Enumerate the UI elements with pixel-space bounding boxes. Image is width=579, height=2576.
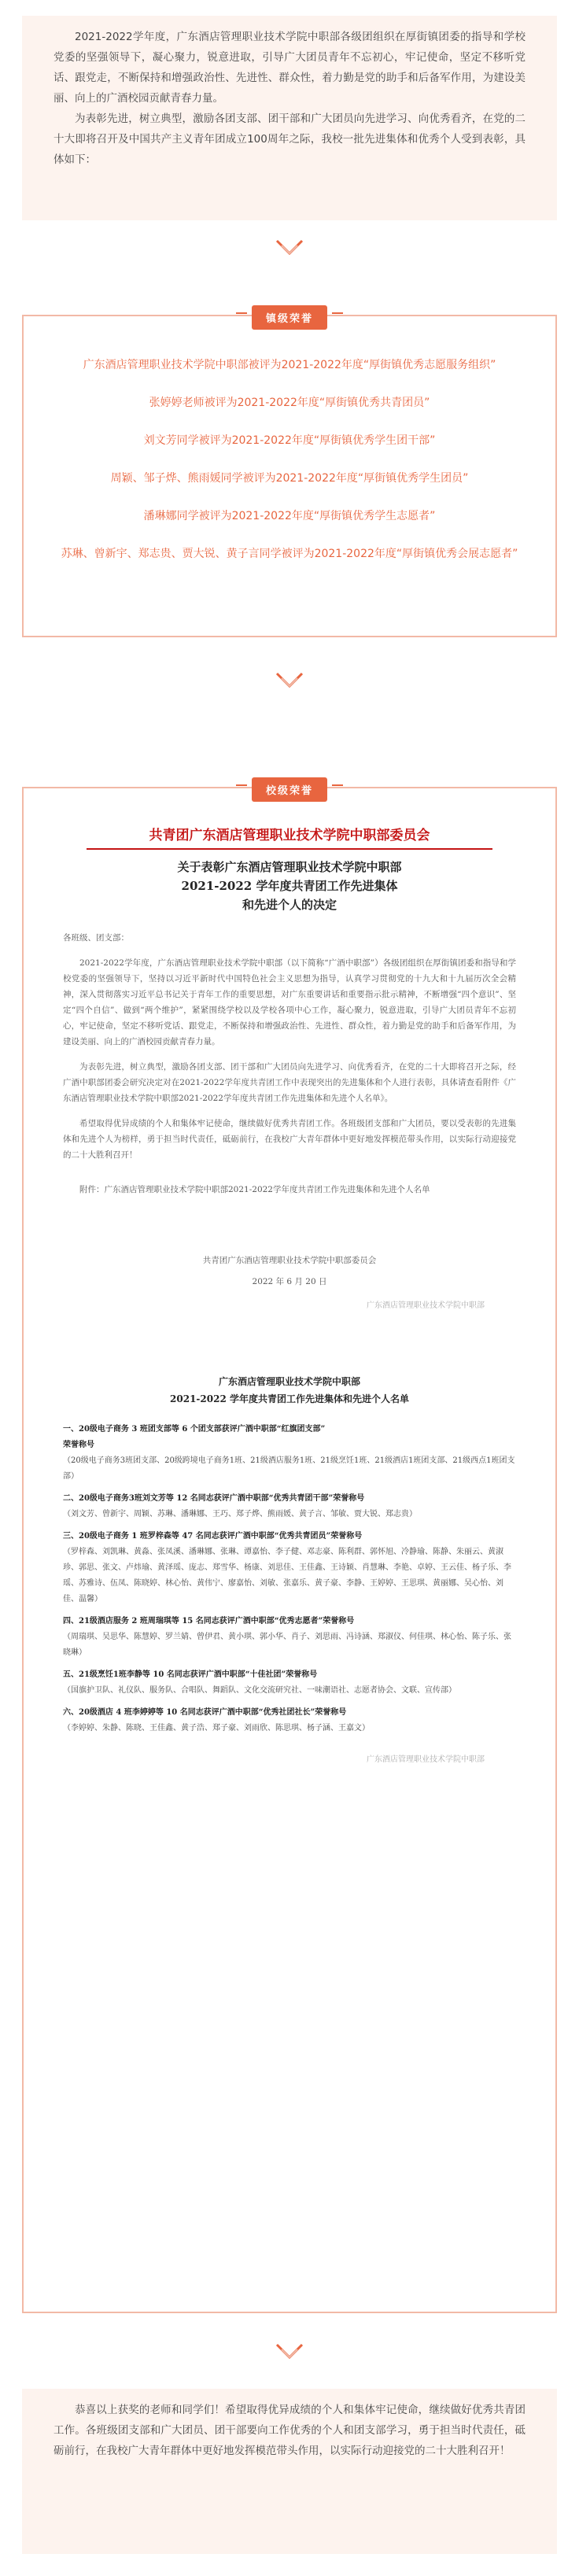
honor-category: 四、21级酒店服务 2 班周瑞琪等 15 名同志获评广酒中职部“优秀志愿者”荣誉称号 xyxy=(63,1617,355,1626)
list-title-line-1: 广东酒店管理职业技术学院中职部 xyxy=(218,1376,360,1387)
award-item: 潘琳娜同学被评为2021-2022年度“厚街镇优秀学生志愿者” xyxy=(143,510,436,522)
honor-category: 六、20级酒店 4 班李婷婷等 10 名同志获评广酒中职部“优秀社团社长”荣誉称号 xyxy=(63,1708,347,1717)
document-date: 2022 年 6 月 20 日 xyxy=(252,1277,327,1286)
document-title-line-2: 2021-2022 学年度共青团工作先进集体 xyxy=(181,879,398,893)
document-title-line-3: 和先进个人的决定 xyxy=(242,898,337,912)
award-item: 张婷婷老师被评为2021-2022年度“厚街镇优秀共青团员” xyxy=(149,397,430,409)
honor-names: （国旗护卫队、礼仪队、服务队、合唱队、舞蹈队、文化交流研究社、一味潮语社、志愿者协会、文联、宣传部） xyxy=(63,1686,456,1695)
town-awards-section xyxy=(22,315,557,637)
intro-paragraph-2: 为表彰先进，树立典型，激励各团支部、团干部和广大团员向先进学习、向优秀看齐，在党的二十大即将召开及中国共产主义青年团成立100周年之际，我校一批先进集体和优秀个人受到表彰，具体如下： xyxy=(53,113,526,166)
town-awards-badge: 镇级荣誉 xyxy=(252,305,327,330)
document-paragraph: 2021-2022学年度，广东酒店管理职业技术学院中职部（以下简称“广酒中职部”）各级团组织在厚街镇团委和指导和学校党委的坚强领导下，坚持以习近平新时代中国特色社会主义思想为指导，认真学习贯彻党的十九大和十九届历次全会精神，深入贯彻落实习近平总书记关于青年工作的重要思想，对广东重要讲话和重要指示批示精神，不断增强“四个意识”、坚定“四个自信”、做到“两个维护”，紧紧围绕学校以及学校各项中心工作，凝心聚力，锐意进取，引导广大团员青年不忘初心，牢记使命，坚定不移听党话、跟党走，不断保持和增强政治性、先进性、群众性，着力勤是党的助手和后备军作用，为建设美丽、向上的广酒校园贡献青春力量。 xyxy=(63,958,516,1046)
document-signature: 共青团广东酒店管理职业技术学院中职部委员会 xyxy=(202,1256,377,1265)
document-org-title: 共青团广东酒店管理职业技术学院中职部委员会 xyxy=(149,828,430,843)
school-awards-section xyxy=(22,787,557,2313)
decision-document xyxy=(47,824,532,1764)
town-awards-list xyxy=(39,356,540,582)
honor-category: 二、20级电子商务3班刘文芳等 12 名同志获评广酒中职部“优秀共青团干部”荣誉称号 xyxy=(63,1494,365,1503)
document-body xyxy=(63,930,516,1198)
document-attachment-note: 附件：广东酒店管理职业技术学院中职部2021-2022学年度共青团工作先进集体和先进个人名单 xyxy=(79,1185,430,1194)
honor-category-suffix: 荣誉称号 xyxy=(63,1441,94,1449)
honor-names: （李婷婷、朱静、陈晓、王佳鑫、黄子浩、郑子豪、刘雨欣、陈思琪、杨子涵、王嘉文） xyxy=(63,1724,370,1733)
chevron-down-icon xyxy=(266,667,313,699)
list-title-line-2: 2021-2022 学年度共青团工作先进集体和先进个人名单 xyxy=(170,1393,409,1404)
intro-section xyxy=(22,16,557,220)
document-greeting: 各班级、团支部： xyxy=(63,933,129,943)
award-item: 刘文芳同学被评为2021-2022年度“厚街镇优秀学生团干部” xyxy=(143,434,436,447)
outro-section xyxy=(22,2389,557,2554)
honor-names: （20级电子商务3班团支部、20级跨境电子商务1班、21级酒店服务1班、21级烹饪1班、21级酒店1班团支部、21级西点1班团支部） xyxy=(63,1456,515,1481)
chevron-down-icon xyxy=(266,234,313,266)
document-paragraph: 希望取得优异成绩的个人和集体牢记使命，继续做好优秀共青团工作。各班级团支部和广大团员，要以受表彰的先进集体和先进个人为榜样，勇于担当时代责任，砥砺前行，在我校广大青年群体中更好地发挥模范带头作用，以实际行动迎接党的二十大胜利召开！ xyxy=(63,1119,516,1160)
chevron-down-icon xyxy=(266,2338,313,2370)
watermark-text: 广东酒店管理职业技术学院中职部 xyxy=(367,1755,485,1764)
honor-category: 三、20级电子商务 1 班罗梓森等 47 名同志获评广酒中职部“优秀共青团员”荣誉称号 xyxy=(63,1532,363,1541)
intro-paragraph-1: 2021-2022学年度，广东酒店管理职业技术学院中职部各级团组织在厚街镇团委的指导和学校党委的坚强领导下，凝心聚力，锐意进取，引导广大团员青年不忘初心，牢记使命，坚定不移听党话、跟党走，不断保持和增强政治性、先进性、群众性，着力勤是党的助手和后备军作用，为建设美丽、向上的广酒校园贡献青春力量。 xyxy=(53,31,526,105)
outro-paragraph: 恭喜以上获奖的老师和同学们！希望取得优异成绩的个人和集体牢记使命，继续做好优秀共青团工作。各班级团支部和广大团员、团干部要向工作优秀的个人和团支部学习，勇于担当时代责任，砥砺前行，在我校广大青年群体中更好地发挥模范带头作用，以实际行动迎接党的二十大胜利召开！ xyxy=(53,2404,526,2457)
honor-category: 一、20级电子商务 3 班团支部等 6 个团支部获评广酒中职部“红旗团支部” xyxy=(63,1425,326,1434)
watermark-text: 广东酒店管理职业技术学院中职部 xyxy=(367,1301,485,1310)
award-item: 广东酒店管理职业技术学院中职部被评为2021-2022年度“厚街镇优秀志愿服务组织” xyxy=(83,359,496,371)
honor-names: （周瑞琪、吴思华、陈慧婷、罗兰婧、曾伊君、黄小琪、郭小华、肖子、刘思雨、冯诗涵、郑淑仪、何佳琪、林心怡、陈子乐、张晓琳） xyxy=(63,1633,511,1657)
honor-category: 五、21级烹饪1班李静等 10 名同志获评广酒中职部“十佳社团”荣誉称号 xyxy=(63,1670,318,1679)
honor-names: （刘文芳、曾新宇、周颖、苏琳、潘琳娜、王巧、郑子烨、熊雨媛、黄子言、邹敏、贾大锐、郑志贵） xyxy=(63,1510,417,1519)
honor-names: （罗梓森、刘凯琳、黄淼、张凤溪、潘琳娜、张琳、谭嘉怡、李子健、邓志豪、陈利群、郭怀旭、冷静瑜、陈静、朱丽云、黄淑珍、郭思、张文、卢炜瑜、黄泽瑶、庞志、郑雪华、杨康、刘思佳、王佳鑫、王诗颖、肖慧琳、李艳、卓婷、王云佳、杨子乐、李瑶、苏雅诗、伍凤、陈晓婷、林心怡、黄伟宁、廖嘉怡、刘敏、张嘉乐、黄子豪、李静、王婷婷、王思琪、黄丽娜、吴心怡、刘佳、温馨） xyxy=(63,1548,511,1604)
award-item: 周颖、邹子烨、熊雨媛同学被评为2021-2022年度“厚街镇优秀学生团员” xyxy=(110,472,469,485)
honor-list xyxy=(63,1422,516,1736)
document-paragraph: 为表彰先进，树立典型，激励各团支部、团干部和广大团员向先进学习、向优秀看齐，在党的二十大即将召开之际，经广酒中职部团委会研究决定对在2021-2022学年度共青团工作中表现突出的先进集体和个人进行表彰，具体请查看附件《广东酒店管理职业技术学院中职部2021-2022学年度共青团工作先进集体和先进个人名单》。 xyxy=(63,1062,516,1103)
school-awards-badge: 校级荣誉 xyxy=(252,777,327,802)
red-divider xyxy=(87,848,492,850)
document-title-line-1: 关于表彰广东酒店管理职业技术学院中职部 xyxy=(177,860,402,874)
award-item: 苏琳、曾新宇、郑志贵、贾大锐、黄子言同学被评为2021-2022年度“厚街镇优秀会展志愿者” xyxy=(61,548,518,560)
